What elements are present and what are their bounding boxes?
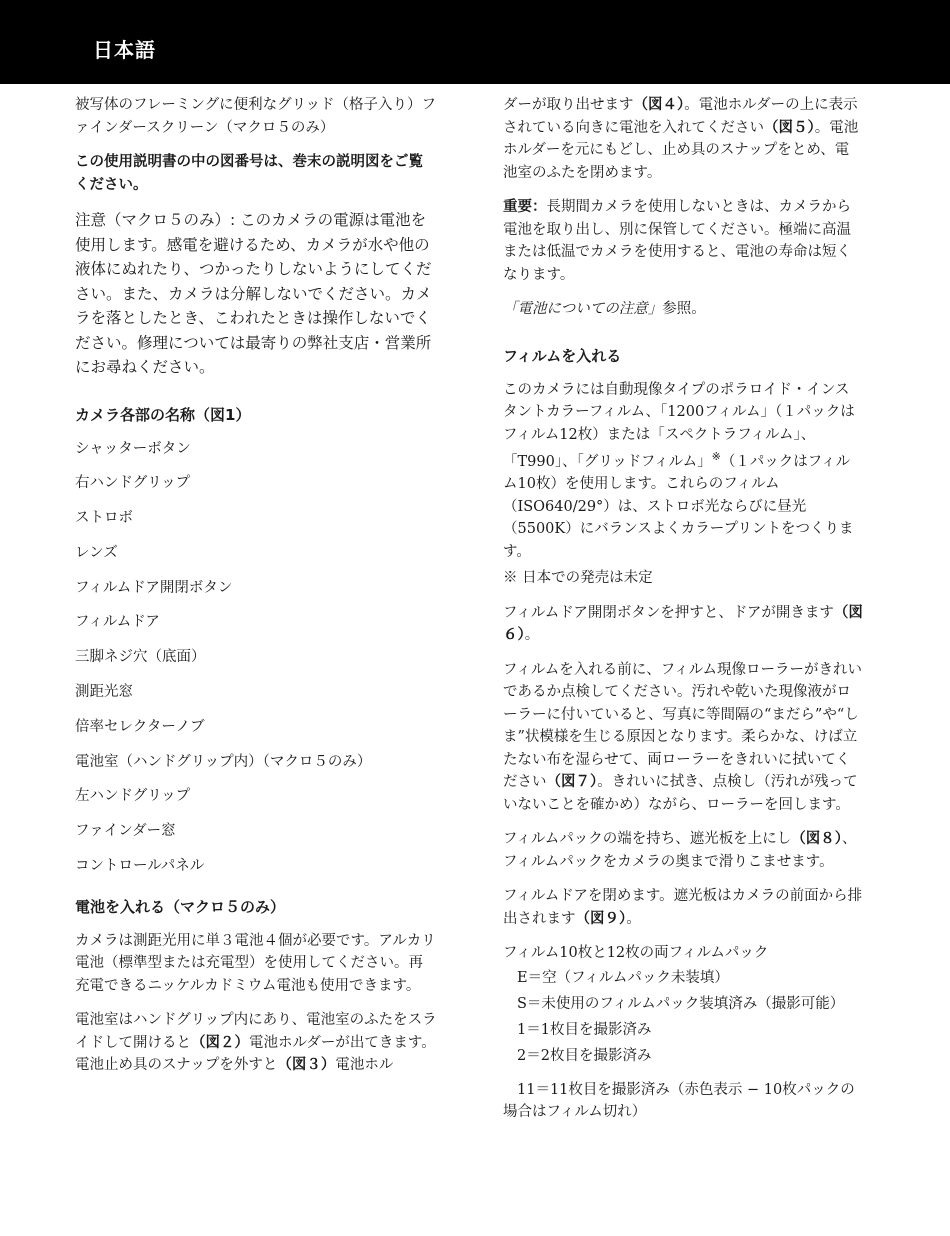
parts-item: シャッターボタン	[75, 440, 191, 457]
intro-figure-note: この使用説明書の中の図番号は、巻末の説明図をご覧ください。	[75, 154, 423, 193]
film-pack-a: フィルムパックの端を持ち、遮光板を上にし	[503, 831, 792, 848]
film-heading: フィルムを入れる	[503, 346, 622, 365]
figure-ref-4: （図４）	[633, 97, 685, 113]
parts-item: 倍率セレクターノブ	[75, 718, 205, 735]
battery-text-c: 電池ホル	[335, 1057, 394, 1074]
figure-ref-5: （図５）	[764, 119, 815, 136]
battery-text-a: 電池室はハンドグリップ内にあり、電池室のふたをスライドして開けると	[75, 1012, 437, 1051]
film-door-text	[503, 602, 863, 647]
film-pack-insert-text	[503, 828, 863, 873]
counter-item: S＝未使用のフィルムパック装填済み（撮影可能）	[517, 995, 845, 1012]
parts-list	[75, 438, 437, 890]
battery-cont-c: 。電池ホルダーを元にもどし、止め具のスナップをとめ、電池室のふたを閉めます。	[503, 119, 859, 181]
figure-ref-9: （図９）	[575, 910, 627, 927]
door-close-b: 。	[626, 910, 641, 927]
roller-text-b: 。きれいに拭き、点検し（汚れが残っていないことを確かめ）ながら、ローラーを回します。	[503, 774, 858, 813]
parts-item: レンズ	[75, 544, 118, 561]
film-door-close-text	[503, 885, 863, 930]
film-types-text	[503, 379, 863, 564]
film-door-a: フィルムドア開閉ボタンを押すと、ドアが開きます	[503, 604, 834, 621]
counter-intro: フィルム10枚と12枚の両フィルムパック	[503, 945, 769, 962]
counter-item: E＝空（フィルムパック未装填）	[517, 969, 729, 986]
film-door-b: 。	[524, 627, 540, 644]
figure-ref-6: （図６）	[503, 604, 863, 644]
battery-cont-a: ダーが取り出せます	[503, 97, 634, 113]
parts-item: フィルムドア	[75, 614, 160, 631]
footnote-mark: ※	[711, 450, 721, 463]
figure-ref-3: （図３）	[277, 1057, 336, 1074]
parts-item: 左ハンドグリップ	[75, 788, 191, 805]
figure-ref-7: （図７）	[546, 774, 598, 791]
counter-item: 1＝1枚目を撮影済み	[517, 1021, 652, 1038]
battery-continued-text	[503, 94, 863, 184]
counter-item: 2＝2枚目を撮影済み	[517, 1047, 652, 1064]
parts-item: ストロボ	[75, 510, 133, 527]
parts-item: 三脚ネジ穴（底面）	[75, 649, 206, 666]
battery-compartment-text	[75, 1009, 437, 1077]
battery-reference	[503, 298, 863, 321]
parts-item: ファインダー窓	[75, 823, 176, 840]
battery-cont-b: 。電池ホルダーの上に表示されている向きに電池を入れてください	[503, 97, 858, 136]
parts-heading: カメラ各部の名称（図1）	[75, 405, 251, 424]
parts-item: コントロールパネル	[75, 858, 205, 875]
figure-ref-8: （図８）	[791, 831, 843, 848]
film-pack-b: 、フィルムパックをカメラの奥まで滑りこませます。	[503, 831, 857, 870]
page-header-bar	[0, 0, 950, 84]
safety-warning: 注意（マクロ５のみ）: このカメラの電源は電池を使用します。感電を避けるため、カメラが水や他の液体にぬれたり、つかったりしないようにしてください。また、カメラは分解しないでください。カメラを落としたとき、こわれたときは操作しないでください。修理については最寄りの弊社支店・営業所にお尋ねください。	[75, 211, 432, 376]
parts-item: フィルムドア開閉ボタン	[75, 579, 233, 596]
battery-reference-tail: 参照。	[662, 301, 706, 317]
door-close-a: フィルムドアを閉めます。遮光板はカメラの前面から排出されます	[503, 888, 863, 927]
film-types-a: このカメラには自動現像タイプのポラロイド・インスタントカラーフィルム、「1200フィルム」（１パックはフィルム12枚）または「スペクトラフィルム」、「T990」、「グリッドフィルム」	[503, 381, 855, 470]
film-footnote: ※ 日本での発売は未定	[503, 570, 653, 587]
film-types-b: （１パックはフィルム10枚）を使用します。これらのフィルム（ISO640/29°）は、ストロボ光ならびに昼光（5500K）にバランスよくカラープリントをつくります。	[503, 453, 854, 560]
important-note	[503, 196, 863, 286]
important-label: 重要：	[503, 199, 547, 215]
parts-item: 電池室（ハンドグリップ内）（マクロ５のみ）	[75, 753, 372, 770]
counter-last-item: 11＝11枚目を撮影済み（赤色表示 − 10枚パックの場合はフィルム切れ）	[503, 1081, 855, 1121]
page-language-title: 日本語	[93, 38, 156, 62]
roller-text-a: フィルムを入れる前に、フィルム現像ローラーがきれいであるか点検してください。汚れや乾いた現像液がローラーに付いていると、写真に等間隔の“まだら”や“しま”状模様を生じる原因となります。柔らかな、けば立たない布を湿らせて、両ローラーをきれいに拭いてください	[503, 661, 863, 791]
important-text: 長期間カメラを使用しないときは、カメラから電池を取り出し、別に保管してください。極端に高温または低温でカメラを使用すると、電池の寿命は短くなります。	[503, 199, 851, 283]
battery-heading: 電池を入れる（マクロ５のみ）	[75, 897, 286, 916]
battery-requirement: カメラは測距光用に単３電池４個が必要です。アルカリ電池（標準型または充電型）を使用してください。再充電できるニッケルカドミウム電池も使用できます。	[75, 932, 436, 994]
roller-cleaning-text	[503, 659, 863, 817]
parts-item: 測距光窓	[75, 684, 133, 701]
intro-grid-screen: 被写体のフレーミングに便利なグリッド（格子入り）ファインダースクリーン（マクロ５のみ）	[75, 97, 437, 136]
battery-text-b: 電池ホルダーが出てきます。電池止め具のスナップを外すと	[75, 1034, 436, 1074]
figure-ref-2: （図２）	[191, 1034, 249, 1051]
parts-item: 右ハンドグリップ	[75, 475, 191, 492]
battery-reference-title: 「電池についての注意」	[503, 301, 663, 317]
counter-list	[517, 965, 863, 1069]
right-column	[503, 94, 863, 1136]
left-column	[75, 94, 437, 1089]
